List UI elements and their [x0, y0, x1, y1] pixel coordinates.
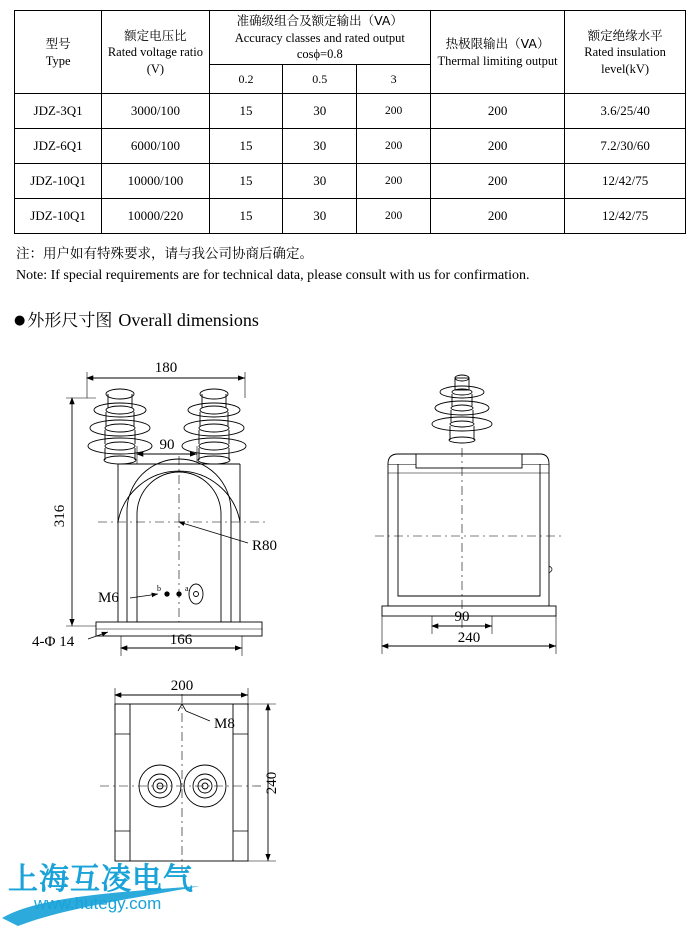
- top-view: [100, 678, 280, 871]
- cell-accuracy-0-5: 30: [283, 164, 357, 199]
- header-ratio-en: Rated voltage ratio: [107, 45, 203, 60]
- dim-front-width: 180: [154, 360, 178, 376]
- drawings-svg: [0, 336, 700, 896]
- header-accuracy-0-2: 0.2: [209, 65, 283, 94]
- section-title-cn: 外形尺寸图: [27, 311, 113, 331]
- cell-accuracy-0-2: 15: [209, 129, 283, 164]
- label-m8: M8: [214, 716, 235, 732]
- label-mounting-holes: 4-Φ 14: [32, 634, 75, 650]
- cell-type: JDZ-10Q1: [15, 199, 102, 234]
- specification-table-container: [14, 10, 686, 234]
- header-accuracy-en: Accuracy classes and rated output: [234, 30, 405, 45]
- terminal-label-a: a: [185, 584, 189, 593]
- label-m6: M6: [98, 590, 119, 606]
- front-view: [32, 360, 277, 656]
- bushing-right: [182, 389, 246, 464]
- header-ratio: [102, 11, 209, 94]
- dim-front-base: 166: [169, 632, 193, 648]
- header-accuracy-cos: cosϕ=0.8: [296, 47, 343, 62]
- header-insulation: [565, 11, 686, 94]
- cell-thermal: 200: [430, 164, 564, 199]
- header-thermal-en: Thermal limiting output: [437, 53, 558, 68]
- terminal-label-b: b: [157, 584, 161, 593]
- cell-type: JDZ-3Q1: [15, 94, 102, 129]
- logo-company-name: 上海互凌电气: [8, 862, 194, 897]
- cell-accuracy-3: 200: [357, 129, 431, 164]
- specification-table: [14, 10, 686, 234]
- cell-accuracy-3: 200: [357, 94, 431, 129]
- cell-ratio: 10000/220: [102, 199, 209, 234]
- note-english: Note: If special requirements are for technical data, please consult with us for confirmation.: [16, 268, 530, 283]
- cell-insulation: 7.2/30/60: [565, 129, 686, 164]
- dimension-drawings: [0, 336, 700, 896]
- cell-insulation: 3.6/25/40: [565, 94, 686, 129]
- dim-top-width: 200: [170, 678, 194, 694]
- cell-thermal: 200: [430, 94, 564, 129]
- table-header-row-1: [15, 11, 686, 65]
- note-chinese: 注：用户如有特殊要求，请与我公司协商后确定。: [16, 246, 313, 262]
- cell-accuracy-0-2: 15: [209, 94, 283, 129]
- header-accuracy-cn: 准确级组合及额定输出（VA）: [236, 13, 403, 28]
- section-title: [14, 306, 259, 331]
- cell-accuracy-0-5: 30: [283, 129, 357, 164]
- cell-accuracy-0-5: 30: [283, 199, 357, 234]
- header-accuracy-3: 3: [357, 65, 431, 94]
- header-type-cn: 型号: [45, 35, 71, 51]
- table-row: [15, 164, 686, 199]
- header-insulation-cn: 额定绝缘水平: [587, 27, 663, 43]
- dim-top-height: 240: [264, 771, 280, 795]
- cell-thermal: 200: [430, 199, 564, 234]
- table-row: [15, 199, 686, 234]
- side-view: [375, 375, 562, 654]
- cell-ratio: 10000/100: [102, 164, 209, 199]
- table-row: [15, 94, 686, 129]
- side-bushing: [432, 375, 492, 443]
- dim-radius: R80: [252, 538, 278, 554]
- dim-front-height: 316: [52, 504, 68, 528]
- header-accuracy: [209, 11, 430, 65]
- cell-type: JDZ-10Q1: [15, 164, 102, 199]
- cell-ratio: 6000/100: [102, 129, 209, 164]
- cell-accuracy-0-5: 30: [283, 94, 357, 129]
- cell-insulation: 12/42/75: [565, 199, 686, 234]
- header-ratio-cn: 额定电压比: [124, 27, 187, 43]
- header-ratio-unit: (V): [146, 61, 165, 76]
- header-insulation-en: Rated insulation level(kV): [584, 45, 666, 76]
- header-type: [15, 11, 102, 94]
- header-thermal-cn: 热极限输出（VA）: [445, 35, 550, 51]
- company-logo: [0, 854, 260, 928]
- cell-type: JDZ-6Q1: [15, 129, 102, 164]
- section-title-en: Overall dimensions: [118, 310, 259, 330]
- bullet-icon: ●: [14, 313, 26, 328]
- header-accuracy-0-5: 0.5: [283, 65, 357, 94]
- header-type-en: Type: [45, 53, 71, 68]
- dim-side-width: 240: [457, 630, 481, 646]
- header-thermal: [430, 11, 564, 94]
- logo-url: www.hutegy.com: [34, 894, 162, 913]
- cell-accuracy-0-2: 15: [209, 164, 283, 199]
- cell-thermal: 200: [430, 129, 564, 164]
- bushing-left: [88, 389, 152, 464]
- cell-accuracy-0-2: 15: [209, 199, 283, 234]
- cell-ratio: 3000/100: [102, 94, 209, 129]
- table-row: [15, 129, 686, 164]
- dim-side-inner: 90: [454, 609, 470, 625]
- dim-front-mid: 90: [159, 437, 175, 453]
- cell-accuracy-3: 200: [357, 199, 431, 234]
- cell-accuracy-3: 200: [357, 164, 431, 199]
- cell-insulation: 12/42/75: [565, 164, 686, 199]
